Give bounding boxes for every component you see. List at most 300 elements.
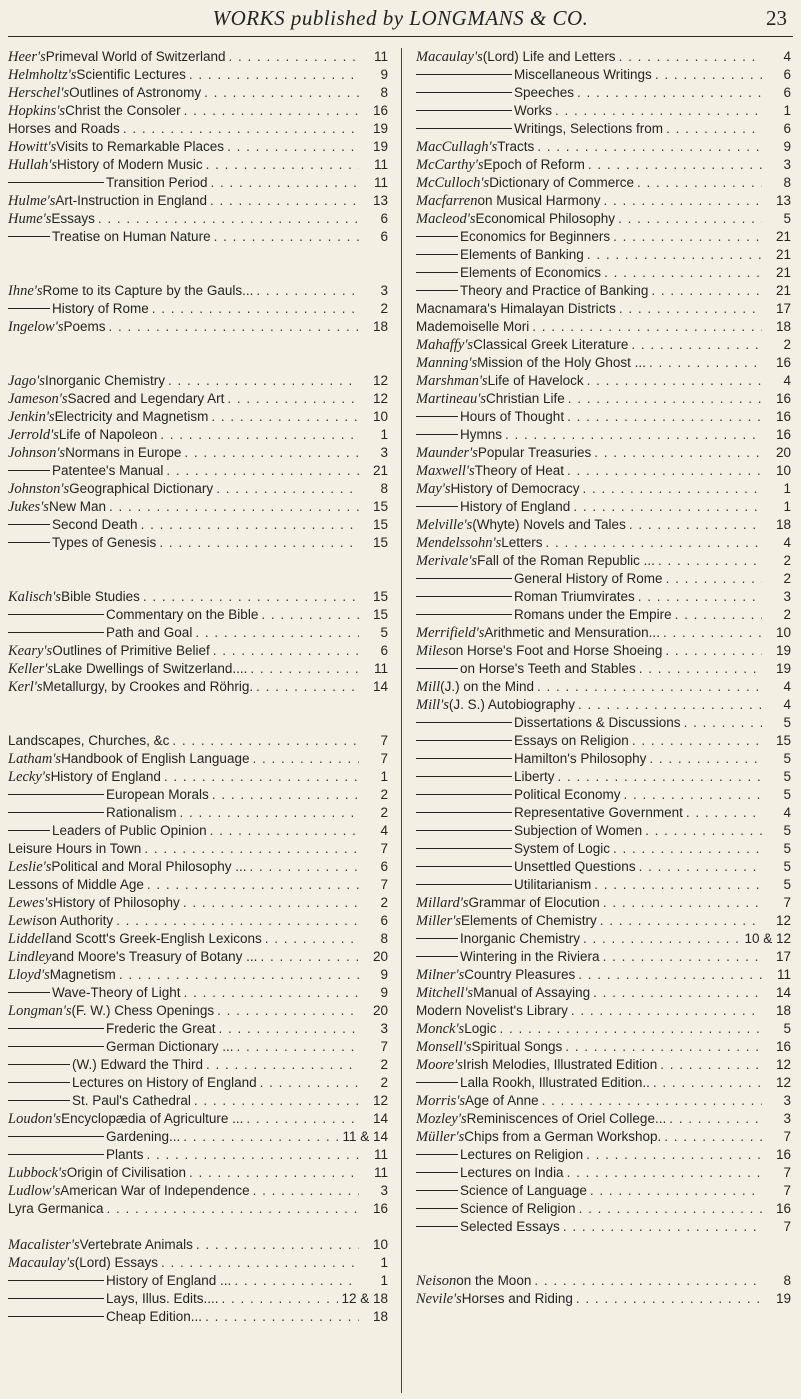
author-name: Lewes's [8, 895, 53, 911]
dot-leader [649, 354, 762, 372]
dot-leader [532, 318, 762, 336]
dot-leader [144, 840, 359, 858]
dot-leader [565, 1038, 762, 1056]
work-title: Reminiscences of Oriel College... [466, 1111, 667, 1126]
page-reference: 4 [783, 697, 791, 712]
page-reference: 5 [783, 877, 791, 892]
dot-leader [166, 462, 359, 480]
page-reference: 15 [372, 607, 388, 622]
page-reference: 12 [372, 1093, 388, 1108]
catalogue-entry [8, 1092, 388, 1110]
work-title: Patentee's Manual [52, 463, 164, 478]
work-title: St. Paul's Cathedral [72, 1093, 191, 1108]
catalogue-entry [8, 480, 388, 498]
dot-leader [653, 1074, 762, 1092]
ditto-rule [416, 776, 512, 777]
catalogue-entry [8, 426, 388, 444]
catalogue-entry [416, 102, 791, 120]
ditto-rule [416, 614, 512, 615]
work-title: Bible Studies [61, 589, 140, 604]
left-column [8, 48, 388, 1326]
ditto-rule [8, 794, 104, 795]
work-title: History of Rome [52, 301, 149, 316]
page-reference: 15 [372, 517, 388, 532]
work-title: Rome to its Capture by the Gauls... [42, 283, 254, 298]
author-name: Loudon's [8, 1111, 62, 1127]
dot-leader [586, 1146, 762, 1164]
work-title: Speeches [514, 85, 575, 100]
ditto-rule [416, 1082, 458, 1083]
work-title: Roman Triumvirates [514, 589, 635, 604]
spacer [8, 1218, 388, 1236]
catalogue-entry [416, 498, 791, 516]
page-reference: 2 [783, 607, 791, 622]
catalogue-entry [8, 1110, 388, 1128]
dot-leader [590, 1182, 762, 1200]
page-reference: 16 [775, 1039, 791, 1054]
catalogue-entry [416, 318, 791, 336]
dot-leader [184, 984, 359, 1002]
spacer [8, 264, 388, 282]
author-name: Ihne's [8, 283, 43, 299]
spacer [8, 696, 388, 714]
dot-leader [579, 1200, 762, 1218]
author-name: Ludlow's [8, 1183, 61, 1199]
page-reference: 10 & 12 [744, 931, 791, 946]
work-title: Lays, Illus. Edits.... [106, 1291, 219, 1306]
dot-leader [214, 228, 359, 246]
page-reference: 2 [380, 1075, 388, 1090]
catalogue-entry [8, 1128, 388, 1146]
author-name: Johnson's [8, 445, 66, 461]
work-title: Tracts [497, 139, 535, 154]
page-reference: 7 [783, 895, 791, 910]
work-title: Geographical Dictionary [69, 481, 214, 496]
page-reference: 20 [775, 445, 791, 460]
ditto-rule [416, 254, 458, 255]
dot-leader [180, 804, 359, 822]
work-title: Life of Havelock [487, 373, 584, 388]
author-name: Jameson's [8, 391, 68, 407]
page-reference: 16 [775, 355, 791, 370]
dot-leader [184, 444, 359, 462]
work-title: Classical Greek Literature [473, 337, 629, 352]
author-name: Maxwell's [416, 463, 475, 479]
page-reference: 5 [783, 715, 791, 730]
page-reference: 3 [380, 1021, 388, 1036]
catalogue-entry [8, 174, 388, 192]
ditto-rule [8, 182, 104, 183]
catalogue-entry [8, 822, 388, 840]
dot-leader [645, 822, 762, 840]
catalogue-entry [8, 48, 388, 66]
work-title: Arithmetic and Mensuration... [484, 625, 660, 640]
catalogue-entry [416, 1020, 791, 1038]
catalogue-entry [416, 300, 791, 318]
catalogue-entry [8, 732, 388, 750]
work-title: Popular Treasuries [477, 445, 592, 460]
catalogue-entry [416, 1290, 791, 1308]
ditto-rule [416, 794, 512, 795]
dot-leader [603, 948, 762, 966]
page-reference: 18 [775, 319, 791, 334]
page-reference: 16 [372, 103, 388, 118]
page-reference: 2 [380, 805, 388, 820]
ditto-rule [8, 1280, 104, 1281]
work-title: (W.) Edward the Third [72, 1057, 204, 1072]
author-name: Macfarren [416, 193, 478, 209]
page-reference: 2 [380, 895, 388, 910]
dot-leader [571, 1002, 762, 1020]
author-name: Mendelssohn's [416, 535, 502, 551]
page-reference: 13 [372, 193, 388, 208]
page-reference: 12 [372, 373, 388, 388]
dot-leader [206, 1056, 359, 1074]
page-reference: 17 [775, 301, 791, 316]
work-title: Elements of Economics [460, 265, 602, 280]
dot-leader [98, 210, 359, 228]
dot-leader [583, 930, 741, 948]
page-reference: 1 [783, 103, 791, 118]
catalogue-entry [8, 1308, 388, 1326]
dot-leader [123, 120, 359, 138]
dot-leader [213, 642, 359, 660]
catalogue-entry [416, 480, 791, 498]
dot-leader [210, 192, 359, 210]
dot-leader [256, 282, 359, 300]
dot-leader [537, 138, 762, 156]
work-title: Theory and Practice of Banking [460, 283, 649, 298]
author-name: Hulme's [8, 193, 56, 209]
ditto-rule [416, 938, 458, 939]
page-reference: 5 [783, 211, 791, 226]
ditto-rule [416, 848, 512, 849]
work-title: Cheap Edition... [106, 1309, 203, 1324]
dot-leader [558, 768, 762, 786]
page-reference: 7 [380, 1039, 388, 1054]
ditto-rule [8, 236, 50, 237]
page-reference: 2 [380, 1057, 388, 1072]
ditto-rule [416, 290, 458, 291]
catalogue-entry [8, 84, 388, 102]
work-title: German Dictionary ... [106, 1039, 234, 1054]
author-name: Morris's [416, 1093, 466, 1109]
ditto-rule [8, 1136, 104, 1137]
page-reference: 16 [372, 1201, 388, 1216]
dot-leader [172, 732, 359, 750]
ditto-rule [416, 272, 458, 273]
author-name: Herschel's [8, 85, 70, 101]
dot-leader [619, 300, 762, 318]
author-name: Helmholtz's [8, 67, 77, 83]
ditto-rule [8, 614, 104, 615]
work-title: Lectures on History of England [72, 1075, 257, 1090]
page-reference: 3 [783, 589, 791, 604]
page-reference: 19 [775, 643, 791, 658]
ditto-rule [8, 812, 104, 813]
page-reference: 18 [372, 319, 388, 334]
catalogue-entry [416, 984, 791, 1002]
catalogue-entry [416, 606, 791, 624]
page-reference: 10 [775, 625, 791, 640]
dot-leader [649, 750, 762, 768]
dot-leader [195, 624, 359, 642]
spacer [8, 246, 388, 264]
author-name: Keary's [8, 643, 53, 659]
page-reference: 7 [783, 1129, 791, 1144]
catalogue-entry [416, 660, 791, 678]
work-title: Magnetism [49, 967, 116, 982]
catalogue-entry [416, 966, 791, 984]
page-reference: 19 [372, 139, 388, 154]
dot-leader [184, 102, 359, 120]
catalogue-entry [416, 570, 791, 588]
catalogue-entry [8, 1002, 388, 1020]
dot-leader [587, 246, 762, 264]
page-reference: 4 [783, 805, 791, 820]
work-title: Outlines of Astronomy [69, 85, 202, 100]
catalogue-entry [416, 228, 791, 246]
work-title: Science of Language [460, 1183, 587, 1198]
author-name: Lecky's [8, 769, 51, 785]
page-reference: 14 [372, 1111, 388, 1126]
work-title: and Moore's Treasury of Botany ... [51, 949, 258, 964]
work-title: History of Democracy [450, 481, 580, 496]
catalogue-entry [8, 390, 388, 408]
author-name: Marshman's [416, 373, 488, 389]
page-reference: 4 [783, 49, 791, 64]
author-name: Mill's [416, 697, 449, 713]
page-reference: 3 [380, 445, 388, 460]
page-reference: 1 [380, 427, 388, 442]
author-name: Milner's [416, 967, 465, 983]
work-title: Liberty [514, 769, 555, 784]
catalogue-entry [416, 534, 791, 552]
ditto-rule [8, 632, 104, 633]
dot-leader [639, 858, 762, 876]
work-title: Inorganic Chemistry [460, 931, 581, 946]
page-reference: 5 [783, 751, 791, 766]
work-title: on Horse's Teeth and Stables [460, 661, 636, 676]
catalogue-entry [416, 192, 791, 210]
catalogue-entry [8, 1074, 388, 1092]
catalogue-entry [416, 156, 791, 174]
ditto-rule [8, 992, 50, 993]
ditto-rule [8, 308, 50, 309]
dot-leader [638, 588, 762, 606]
catalogue-entry [8, 1164, 388, 1182]
author-name: Melville's [416, 517, 473, 533]
catalogue-entry [416, 858, 791, 876]
work-title: Plants [106, 1147, 144, 1162]
dot-leader [600, 912, 762, 930]
catalogue-entry [416, 768, 791, 786]
work-title: Lectures on Religion [460, 1147, 584, 1162]
work-title: Age of Anne [465, 1093, 539, 1108]
page-reference: 9 [380, 967, 388, 982]
work-title: Metallurgy, by Crookes and Röhrig. [42, 679, 254, 694]
work-title: Epoch of Reform [483, 157, 585, 172]
dot-leader [664, 1128, 762, 1146]
ditto-rule [416, 92, 512, 93]
work-title: Rationalism [106, 805, 177, 820]
work-title: Elements of Banking [460, 247, 584, 262]
work-title: Transition Period [106, 175, 208, 190]
work-title: on Horse's Foot and Horse Shoeing [448, 643, 663, 658]
dot-leader [651, 282, 762, 300]
dot-leader [604, 264, 762, 282]
page-reference: 5 [783, 823, 791, 838]
catalogue-entry [8, 876, 388, 894]
catalogue-entry [8, 1038, 388, 1056]
ditto-rule [416, 1172, 458, 1173]
page-reference: 4 [783, 535, 791, 550]
page-reference: 6 [380, 211, 388, 226]
catalogue-entry [416, 930, 791, 948]
author-name: Hume's [8, 211, 52, 227]
page-reference: 5 [783, 1021, 791, 1036]
work-title: (Whyte) Novels and Tales [472, 517, 626, 532]
page-reference: 6 [380, 229, 388, 244]
dot-leader [655, 66, 762, 84]
catalogue-entry [8, 192, 388, 210]
catalogue-entry [416, 1074, 791, 1092]
catalogue-entry [8, 624, 388, 642]
spacer [8, 552, 388, 570]
dot-leader [152, 300, 359, 318]
catalogue-entry [8, 282, 388, 300]
catalogue-entry [416, 948, 791, 966]
ditto-rule [416, 74, 512, 75]
catalogue-entry [416, 1038, 791, 1056]
catalogue-entry [8, 1146, 388, 1164]
page-reference: 11 & 14 [342, 1129, 388, 1144]
page-reference: 16 [775, 1147, 791, 1162]
work-title: Vertebrate Animals [79, 1237, 193, 1252]
dot-leader [567, 462, 762, 480]
work-title: Lyra Germanica [8, 1201, 104, 1216]
spacer [8, 354, 388, 372]
dot-leader [212, 786, 359, 804]
page-reference: 2 [783, 553, 791, 568]
page-reference: 18 [372, 1309, 388, 1324]
catalogue-entry [416, 282, 791, 300]
dot-leader [147, 876, 359, 894]
page-reference: 21 [775, 265, 791, 280]
work-title: Poems [63, 319, 106, 334]
work-title: (J. S.) Autobiography [448, 697, 575, 712]
page-reference: 11 [373, 157, 388, 172]
author-name: Macleod's [416, 211, 476, 227]
work-title: Wintering in the Riviera [460, 949, 600, 964]
author-name: Neison [416, 1273, 457, 1289]
work-title: Sacred and Legendary Art [67, 391, 225, 406]
dot-leader [546, 534, 762, 552]
work-title: Spiritual Songs [471, 1039, 563, 1054]
work-title: Irish Melodies, Illustrated Edition [462, 1057, 658, 1072]
page-reference: 3 [783, 1093, 791, 1108]
header-rule [8, 36, 793, 37]
catalogue-entry [416, 444, 791, 462]
work-title: Life of Napoleon [58, 427, 158, 442]
page-reference: 14 [372, 679, 388, 694]
catalogue-entry [416, 1218, 791, 1236]
work-title: Path and Goal [106, 625, 193, 640]
catalogue-entry [8, 1056, 388, 1074]
ditto-rule [416, 1226, 458, 1227]
ditto-rule [416, 956, 458, 957]
dot-leader [684, 714, 762, 732]
work-title: Mission of the Holy Ghost ... [477, 355, 646, 370]
author-name: Millard's [416, 895, 469, 911]
dot-leader [260, 1074, 359, 1092]
author-name: Merivale's [416, 553, 478, 569]
work-title: (J.) on the Mind [440, 679, 534, 694]
dot-leader [573, 498, 762, 516]
ditto-rule [416, 578, 512, 579]
page-reference: 13 [775, 193, 791, 208]
dot-leader [686, 804, 762, 822]
page-reference: 7 [380, 751, 388, 766]
page-reference: 2 [380, 787, 388, 802]
dot-leader [159, 534, 359, 552]
dot-leader [141, 516, 359, 534]
work-title: Encyclopædia of Agriculture ... [61, 1111, 244, 1126]
catalogue-entry [416, 588, 791, 606]
dot-leader [196, 1236, 359, 1254]
author-name: Nevile's [416, 1291, 462, 1307]
work-title: Frederic the Great [106, 1021, 216, 1036]
author-name: Ingelow's [8, 319, 64, 335]
dot-leader [227, 390, 359, 408]
catalogue-entry [8, 750, 388, 768]
work-title: and Scott's Greek-English Lexicons [49, 931, 262, 946]
catalogue-entry [416, 822, 791, 840]
dot-leader [211, 408, 359, 426]
work-title: History of England [460, 499, 571, 514]
work-title: on the Moon [456, 1273, 532, 1288]
work-title: Christian Life [485, 391, 565, 406]
catalogue-entry [8, 858, 388, 876]
catalogue-entry [416, 1110, 791, 1128]
work-title: Inorganic Chemistry [44, 373, 165, 388]
dot-leader [587, 372, 762, 390]
ditto-rule [416, 722, 512, 723]
ditto-rule [8, 1316, 104, 1317]
right-column [416, 48, 791, 1308]
catalogue-entry [8, 1254, 388, 1272]
ditto-rule [416, 758, 512, 759]
author-name: Lewis [8, 913, 42, 929]
page-reference: 19 [775, 661, 791, 676]
work-title: Leisure Hours in Town [8, 841, 142, 856]
work-title: (Lord) Essays [74, 1255, 159, 1270]
dot-leader [603, 894, 762, 912]
page-reference: 18 [775, 517, 791, 532]
work-title: on Authority [41, 913, 114, 928]
dot-leader [217, 1002, 359, 1020]
catalogue-entry [416, 642, 791, 660]
catalogue-entry [416, 174, 791, 192]
dot-leader [109, 498, 359, 516]
page-reference: 7 [783, 1219, 791, 1234]
dot-leader [183, 894, 359, 912]
author-name: Hopkins's [8, 103, 66, 119]
author-name: Müller's [416, 1129, 465, 1145]
catalogue-entry [416, 840, 791, 858]
ditto-rule [416, 884, 512, 885]
work-title: Selected Essays [460, 1219, 560, 1234]
